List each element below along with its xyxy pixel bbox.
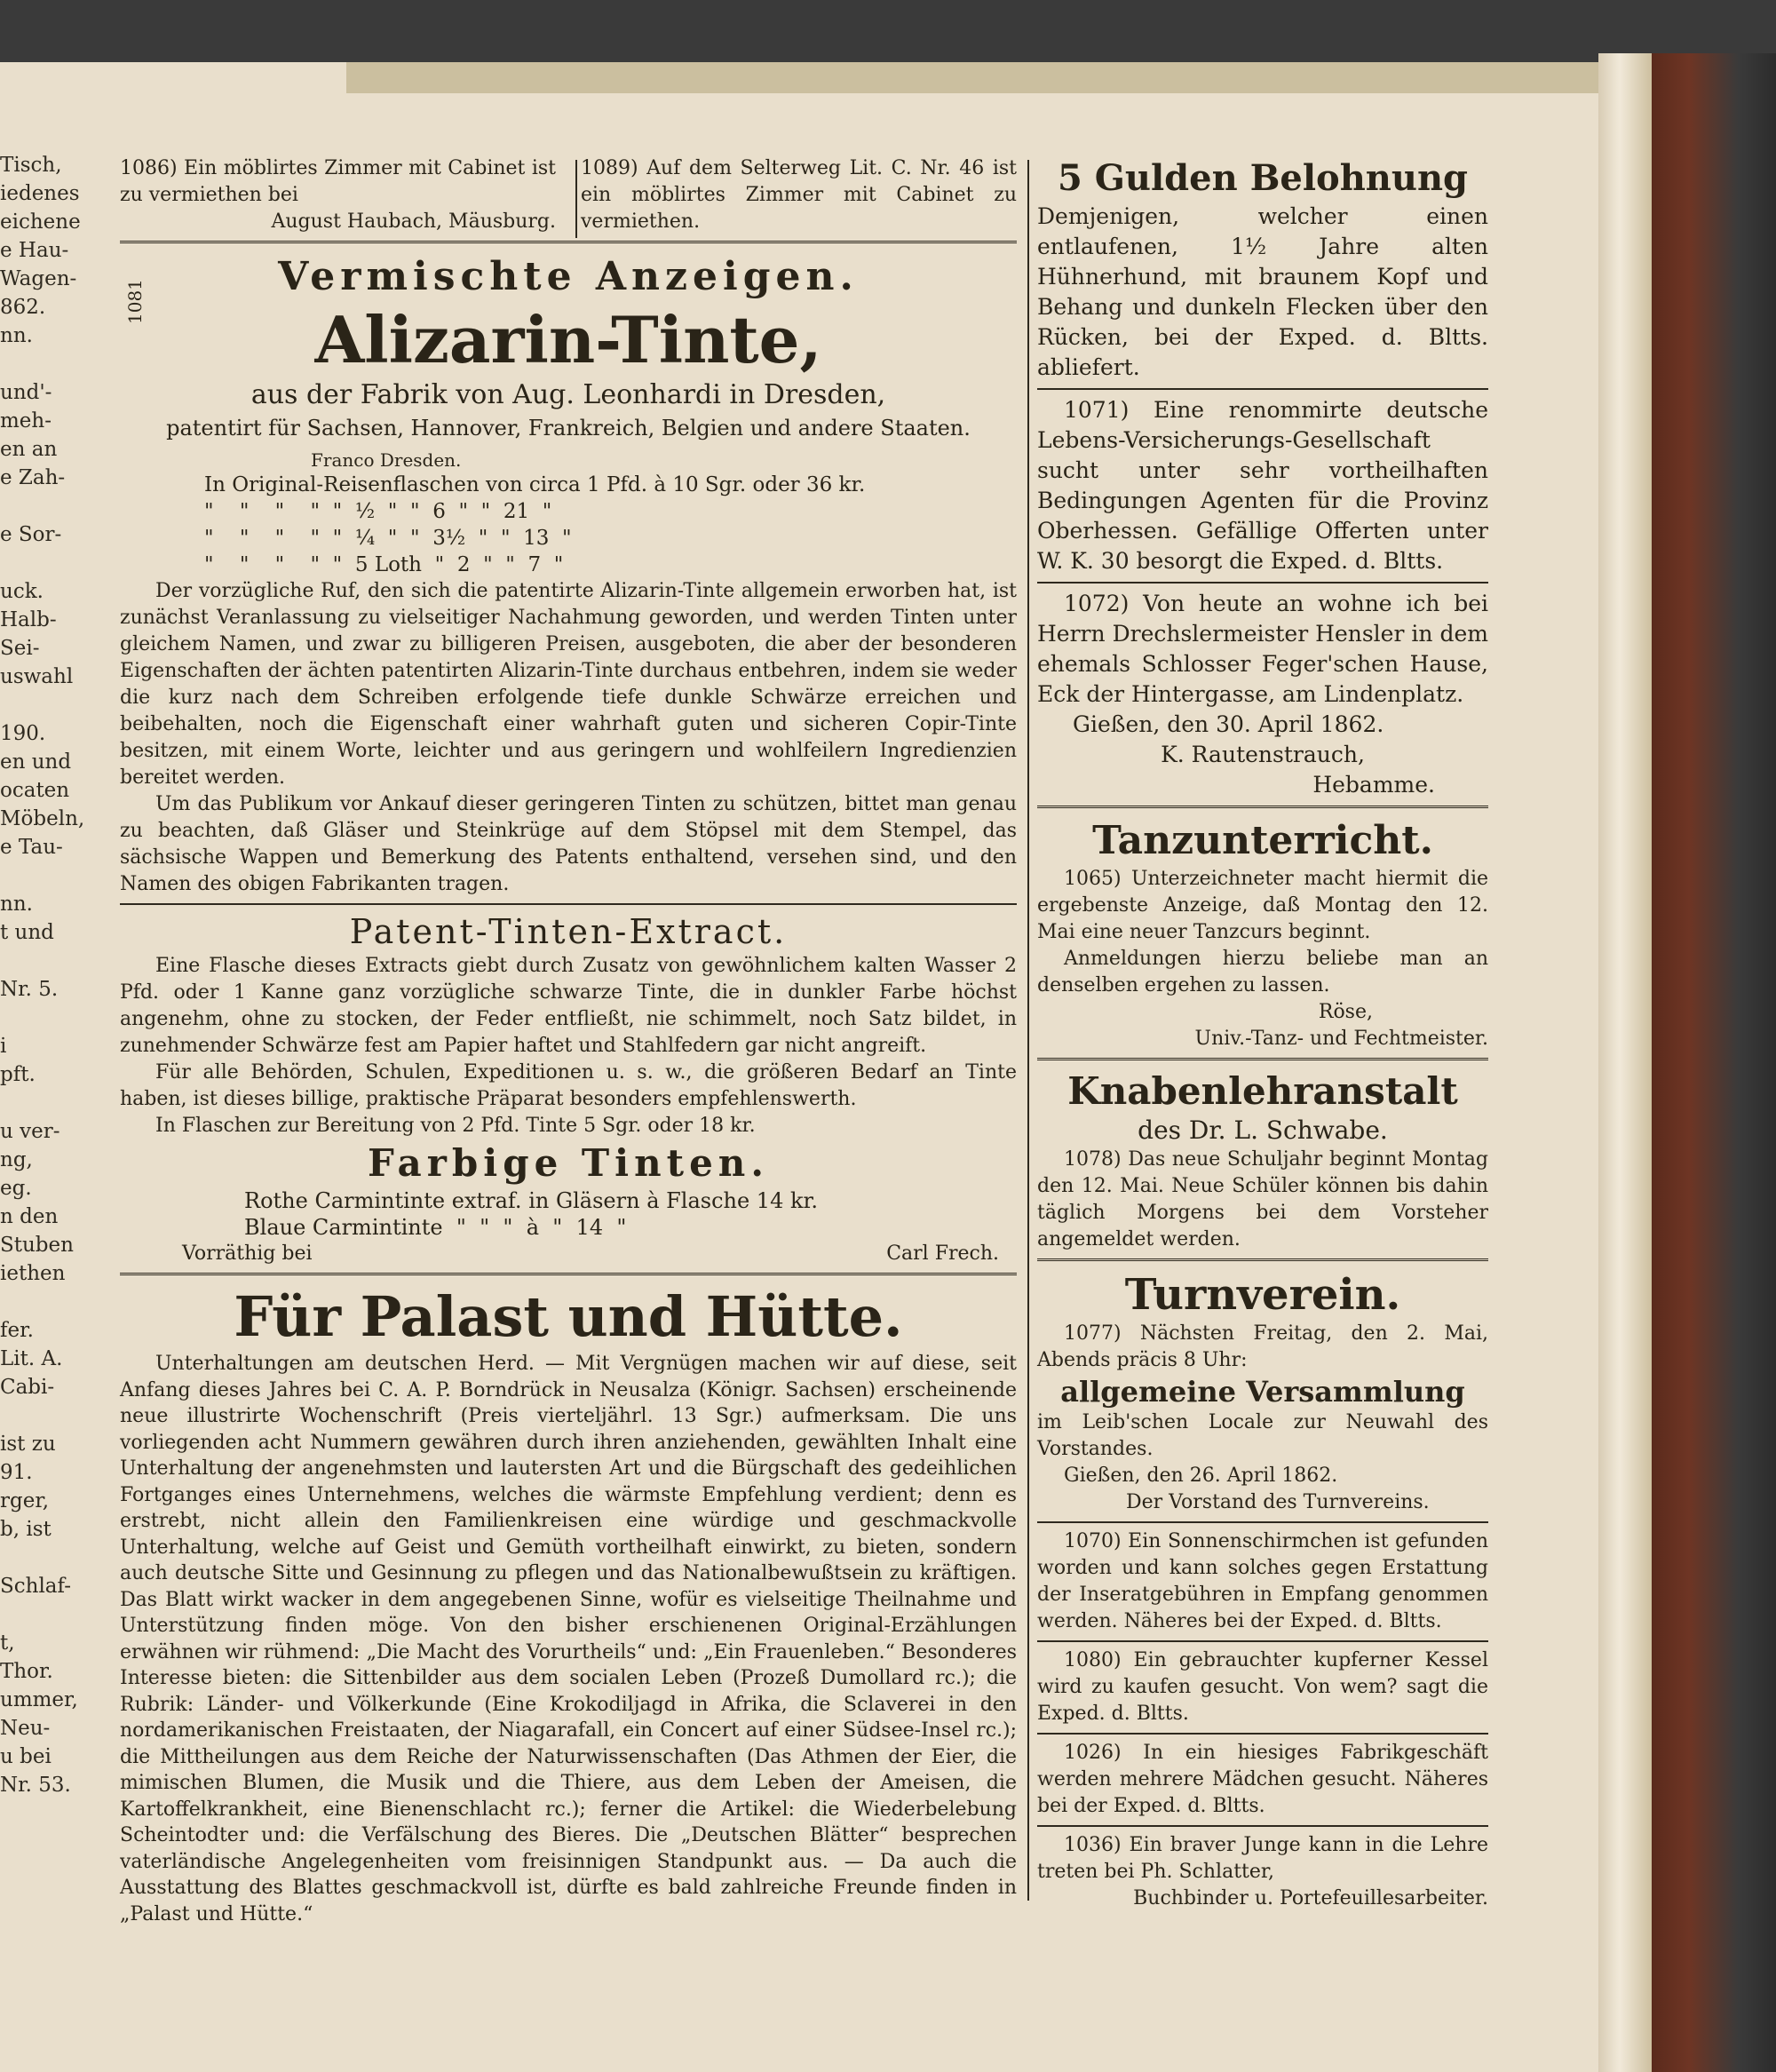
vorrathig-name: Carl Frech. <box>886 1242 999 1265</box>
turn-title: Turnverein. <box>1124 1270 1401 1320</box>
rule <box>1037 1640 1488 1642</box>
margin-line <box>0 1004 71 1032</box>
margin-line: e Sor- <box>0 523 62 546</box>
price-line: " " " " " ½ " " 6 " " 21 " <box>204 500 552 523</box>
margin-line: Schlaf- <box>0 1575 71 1598</box>
margin-line: Neu- <box>0 1717 51 1740</box>
margin-line: Tisch, <box>0 154 62 177</box>
margin-line: 862. <box>0 296 46 319</box>
margin-line <box>0 350 71 378</box>
ad-1078: 1078) Das neue Schuljahr beginnt Montag den 12. Mai. Neue Schüler können bis dahin täglich Morgens bei dem Vorsteher angemeldet werden. <box>1037 1148 1488 1250</box>
margin-line: t, <box>0 1631 15 1655</box>
margin-line: eg. <box>0 1177 32 1200</box>
margin-line <box>0 861 71 890</box>
price-line: " " " " " ¼ " " 3½ " " 13 " <box>204 527 572 550</box>
price-line: In Original-Reisenflaschen von circa 1 Pfd. à 10 Sgr. oder 36 kr. <box>204 473 866 496</box>
margin-line: en an <box>0 438 58 461</box>
knaben-title: Knabenlehranstalt <box>1067 1069 1458 1113</box>
rule <box>1037 806 1488 811</box>
ad-1077-headline: allgemeine Versammlung <box>1060 1375 1465 1409</box>
ad-1036-role: Buchbinder u. Portefeuillesarbeiter. <box>1133 1887 1488 1909</box>
margin-line: Cabi- <box>0 1376 55 1399</box>
margin-line: und'- <box>0 381 52 404</box>
ad-1080: 1080) Ein gebrauchter kupferner Kessel wird zu kaufen gesucht. Von wem? sagt die Exped. d. Bltts. <box>1037 1649 1488 1725</box>
ad-1065-name: Röse, <box>1318 1001 1373 1023</box>
margin-line <box>0 549 71 577</box>
margin-line: Wagen- <box>0 267 77 290</box>
extract-title: Patent-Tinten-Extract. <box>349 912 788 951</box>
reward-body: Demjenigen, welcher einen entlaufenen, 1½ Jahre alten Hühnerhund, mit braunem Kopf und Behang und dunkeln Flecken über den Rücken, bei der Exped. d. Bltts. abliefert. <box>1037 203 1488 380</box>
page-edges <box>1598 53 1652 2072</box>
rule <box>1037 582 1488 583</box>
margin-line <box>0 1600 71 1629</box>
margin-line <box>0 1288 71 1316</box>
margin-line: rger, <box>0 1489 50 1512</box>
rule <box>120 1273 1017 1278</box>
ad-1072-role: Hebamme. <box>1312 772 1435 798</box>
rule <box>1037 1825 1488 1827</box>
ad-1026: 1026) In ein hiesiges Fabrikgeschäft werden mehrere Mädchen gesucht. Näheres bei der Exped. d. Bltts. <box>1037 1742 1488 1817</box>
main-column <box>120 155 1017 1927</box>
margin-line: uck. <box>0 580 44 603</box>
margin-line: en und <box>0 750 72 774</box>
margin-line: t und <box>0 921 54 944</box>
body-paragraph-5: In Flaschen zur Bereitung von 2 Pfd. Tinte 5 Sgr. oder 18 kr. <box>155 1115 756 1137</box>
product-maker: aus der Fabrik von Aug. Leonhardi in Dresden, <box>250 379 886 410</box>
page-top-shadow <box>346 62 1598 93</box>
carmine-blue: Blaue Carmintinte " " " à " 14 " <box>244 1215 627 1240</box>
ad-1072: 1072) Von heute an wohne ich bei Herrn Drechslermeister Hensler in dem ehemals Schlosser Feger'schen Hause, Eck der Hintergasse, am Lindenplatz. <box>1037 591 1488 707</box>
margin-line: nn. <box>0 324 33 347</box>
margin-line <box>0 691 71 719</box>
previous-column-fragment <box>0 151 85 1799</box>
ad-1070: 1070) Ein Sonnenschirmchen ist gefunden worden und kann solches gegen Erstattung der Inseratgebühren in Empfang genommen werden. Näheres bei der Exped. d. Bltts. <box>1037 1530 1488 1632</box>
body-paragraph-1: Der vorzügliche Ruf, den sich die patentirte Alizarin-Tinte allgemein erworben hat, ist zunächst Veranlassung zu vielseitiger Nachahmung geworden, und werden Tinten unter gleichem Namen, und zwar zu billigeren Preisen, ausgeboten, die aber der besonderen Eigenschaften der ächten patentirten Alizarin-Tinte durchaus entbehren, indem sie weder die kurz nach dem Schreiben erfolgende tiefe dunkle Schwärze erreichen und beibehalten, noch die Eigenschaft einer wahrhaft guten und sicheren Copir-Tinte besitzen, mit einem Worte, leichter und aus geringern und wohlfeilern Ingredienzien bereitet werden. <box>120 580 1017 789</box>
ad-1089 <box>567 155 1017 235</box>
price-list <box>120 472 1017 578</box>
product-patent: patentirt für Sachsen, Hannover, Frankreich, Belgien und andere Staaten. <box>166 416 971 441</box>
ad-1065-b: Anmeldungen hierzu beliebe man an denselben ergehen zu lassen. <box>1037 948 1488 996</box>
vorrathig-label: Vorräthig bei <box>182 1242 313 1265</box>
body-paragraph-4: Für alle Behörden, Schulen, Expeditionen u. s. w., die größeren Bedarf an Tinte haben, ist dieses billige, praktische Präparat besonders empfehlenswerth. <box>120 1061 1017 1110</box>
margin-line: pft. <box>0 1063 36 1086</box>
tanz-title: Tanzunterricht. <box>1092 818 1433 863</box>
vorrathig-line <box>120 1241 1017 1267</box>
margin-line: Halb- <box>0 608 57 631</box>
margin-line: Stuben <box>0 1234 74 1257</box>
top-ads <box>120 155 1017 235</box>
margin-line: e Tau- <box>0 836 63 859</box>
ad-1065-role: Univ.-Tanz- und Fechtmeister. <box>1194 1028 1488 1050</box>
ad-1036: 1036) Ein braver Junge kann in die Lehre treten bei Ph. Schlatter, <box>1037 1834 1488 1883</box>
margin-line: uswahl <box>0 665 74 688</box>
ad-1072-date: Gießen, den 30. April 1862. <box>1073 711 1384 737</box>
rule <box>1037 1058 1488 1063</box>
rule <box>1037 1521 1488 1523</box>
ad-1086-text: 1086) Ein möblirtes Zimmer mit Cabinet ist zu vermiethen bei <box>120 157 556 206</box>
body-paragraph-3: Eine Flasche dieses Extracts giebt durch Zusatz von gewöhnlichem kalten Wasser 2 Pfd. oder 1 Kanne ganz vorzügliche schwarze Tinte, die in dunkler Farbe höchst angenehm, ohne zu stocken, der Feder entfließt, nie schimmelt, noch Satz bildet, in zunehmender Schwärze fest am Papier haftet und Stahlfedern gar nicht angreift. <box>120 955 1017 1057</box>
margin-line: b, ist <box>0 1518 52 1541</box>
margin-line: Möbeln, <box>0 807 85 830</box>
reward-title: 5 Gulden Belohnung <box>1057 157 1469 199</box>
margin-line: Nr. 53. <box>0 1774 71 1797</box>
margin-line: Nr. 5. <box>0 978 59 1001</box>
margin-line: ist zu <box>0 1433 56 1456</box>
margin-line: nn. <box>0 893 33 916</box>
ad-1077-location: im Leib'schen Locale zur Neuwahl des Vorstandes. <box>1037 1411 1488 1460</box>
margin-line <box>0 1544 71 1572</box>
margin-line: i <box>0 1035 7 1058</box>
ad-1086 <box>120 155 567 235</box>
ad-1077: 1077) Nächsten Freitag, den 2. Mai, Abends präcis 8 Uhr: <box>1037 1322 1488 1371</box>
margin-line: fer. <box>0 1319 34 1342</box>
margin-line: iethen <box>0 1262 66 1285</box>
carmine-red: Rothe Carmintinte extraf. in Gläsern à Flasche 14 kr. <box>244 1188 818 1213</box>
franco-note: Franco Dresden. <box>311 449 462 471</box>
margin-line: 190. <box>0 722 46 745</box>
ad-1089-text: 1089) Auf dem Selterweg Lit. C. Nr. 46 ist ein möblirtes Zimmer mit Cabinet zu vermiethen. <box>581 157 1017 233</box>
margin-line: Lit. A. <box>0 1347 63 1370</box>
margin-line: e Hau- <box>0 239 69 262</box>
farbige-title: Farbige Tinten. <box>368 1141 769 1185</box>
ad-1086-name: August Haubach, Mäusburg. <box>271 210 556 233</box>
product-title: Alizarin-Tinte, <box>314 302 822 377</box>
ad-1071: 1071) Eine renommirte deutsche Lebens-Versicherungs-Gesellschaft sucht unter sehr vortheilhaften Bedingungen Agenten für die Provinz Oberhessen. Gefällige Offerten unter W. K. 30 besorgt die Exped. d. Bltts. <box>1037 397 1488 574</box>
ad-1077-signature: Der Vorstand des Turnvereins. <box>1126 1491 1430 1513</box>
ad-number-1081: 1081 <box>124 279 146 324</box>
rule <box>120 241 1017 246</box>
margin-line: ocaten <box>0 779 70 802</box>
book-binding <box>1652 53 1776 2072</box>
margin-line: ng, <box>0 1148 33 1171</box>
margin-line: ummer, <box>0 1688 78 1711</box>
rule <box>120 903 1017 905</box>
body-paragraph-2: Um das Publikum vor Ankauf dieser geringeren Tinten zu schützen, bittet man genau zu beachten, daß Gläser und Steinkrüge auf dem Stöpsel mit dem Stempel, das sächsische Wappen und Bemerkung des Patents enthaltend, versehen sind, und den Namen des obigen Fabrikanten tragen. <box>120 793 1017 895</box>
section-title: Vermischte Anzeigen. <box>278 254 859 299</box>
margin-line: eichene <box>0 210 81 234</box>
margin-line: u ver- <box>0 1120 60 1143</box>
margin-line: 91. <box>0 1461 33 1484</box>
rule <box>1037 388 1488 390</box>
margin-line: Sei- <box>0 637 40 660</box>
ad-1072-name: K. Rautenstrauch, <box>1161 742 1365 767</box>
knaben-sub: des Dr. L. Schwabe. <box>1138 1115 1388 1145</box>
ad-1077-date: Gießen, den 26. April 1862. <box>1064 1465 1338 1487</box>
rule <box>1037 1733 1488 1735</box>
rule <box>1037 1258 1488 1264</box>
right-column <box>1037 155 1488 1912</box>
ad-1065: 1065) Unterzeichneter macht hiermit die ergebenste Anzeige, daß Montag den 12. Mai eine neuer Tanzcurs beginnt. <box>1037 868 1488 943</box>
margin-line: meh- <box>0 409 52 433</box>
margin-line: e Zah- <box>0 466 66 489</box>
palast-body: Unterhaltungen am deutschen Herd. — Mit Vergnügen machen wir auf diese, seit Anfang dieses Jahres bei C. A. P. Borndrück in Neusalza (Königr. Sachsen) erscheinende neue illustrirte Wochenschrift (Preis vierteljährl. 13 Sgr.) aufmerksam. Die uns vorliegenden acht Nummern gewähren durch ihren anziehenden, gewählten Inhalt eine Unterhaltung der angenehmsten und lautersten Art und die Bürgschaft des gedeihlichen Fortganges eines Unternehmens, welches die wärmste Empfehlung verdient; denn es erstrebt, nicht allein den Familienkreisen eine würdige und geschmackvolle Unterhaltung, welche auf Geist und Gemüth vortheilhaft einwirkt, zu bieten, sondern auch deutsche Sitte und Gesinnung zu pflegen und das Nationalbewußtsein zu kräftigen. Das Blatt wirkt wacker in dem angegebenen Sinne, wofür es vielseitige Theilnahme und Unterstützung finden möge. Von den bisher erschienenen Original-Erzählungen erwähnen wir rühmend: „Die Macht des Vorurtheils“ und: „Ein Frauenleben.“ Besonderes Interesse bieten: die Sittenbilder aus dem socialen Leben (Prozeß Dumollard rc.); die Rubrik: Länder- und Völkerkunde (Eine Krokodiljagd in Afrika, die Sclaverei in den nordamerikanischen Freistaaten, der Niagarafall, ein Concert auf einer Südsee-Insel rc.); die Mittheilungen aus dem Reiche der Naturwissenschaften (Das Athmen der Eier, die mimischen Blumen, die Musik und die Thiere, aus dem Leben der Ameisen, die Kartoffelkrankheit, eine Bienenschlacht rc.); ferner die Artikel: die Wiederbelebung Scheintodter und: die Verfälschung des Bieres. Die „Deutschen Blätter“ besprechen vaterländische Angelegenheiten vom freisinnigen Standpunkt aus. — Da auch die Ausstattung des Blattes geschmackvoll ist, dürfte es bald zahlreiche Freunde finden in „Palast und Hütte.“ <box>120 1353 1017 1925</box>
palast-title: Für Palast und Hütte. <box>234 1284 903 1349</box>
margin-line <box>0 1089 71 1117</box>
margin-line: u bei <box>0 1745 52 1768</box>
price-line: " " " " " 5 Loth " 2 " " 7 " <box>204 553 564 576</box>
margin-line: Thor. <box>0 1660 53 1683</box>
column-divider <box>1027 160 1029 1901</box>
margin-line: iedenes <box>0 182 80 205</box>
margin-line: n den <box>0 1205 59 1228</box>
margin-line <box>0 947 71 975</box>
margin-line <box>0 492 71 520</box>
margin-line <box>0 1401 71 1430</box>
